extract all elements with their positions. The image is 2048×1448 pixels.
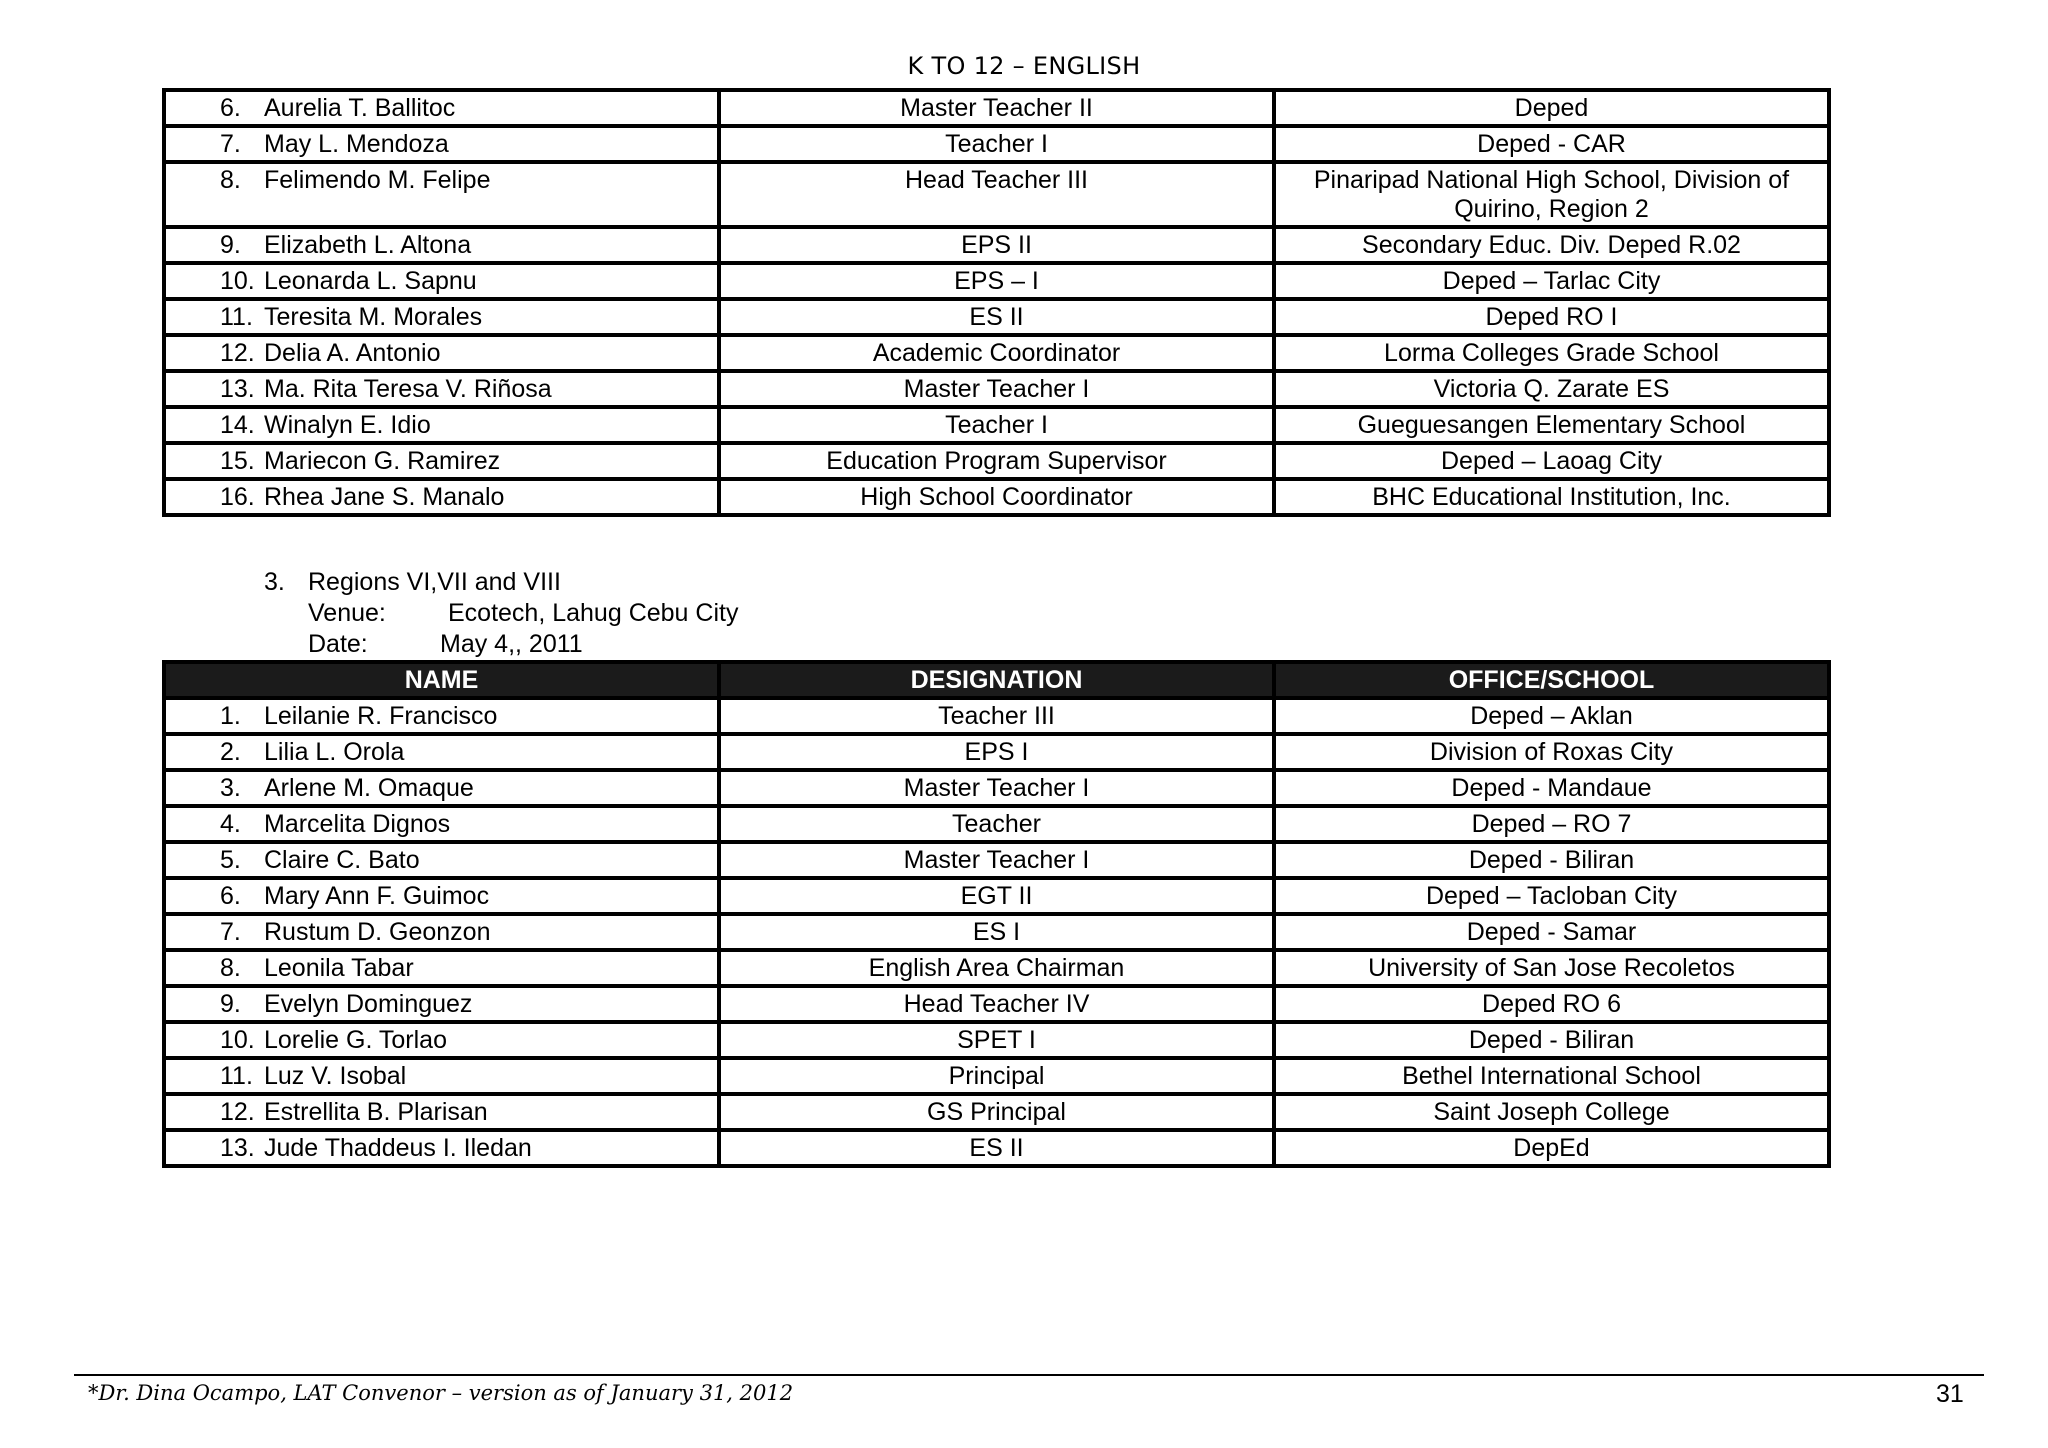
cell-name: [164, 90, 719, 126]
date-value: May 4,, 2011: [440, 630, 583, 658]
cell-designation: Teacher: [719, 806, 1274, 842]
cell-office: Deped RO 6: [1274, 986, 1829, 1022]
cell-name: [164, 770, 719, 806]
row-number: 5.: [220, 846, 241, 874]
cell-name: [164, 1058, 719, 1094]
cell-name: [164, 443, 719, 479]
cell-office: Deped - Biliran: [1274, 1022, 1829, 1058]
cell-designation: EGT II: [719, 878, 1274, 914]
cell-name: [164, 698, 719, 734]
cell-designation: GS Principal: [719, 1094, 1274, 1130]
cell-name: [164, 371, 719, 407]
cell-designation: High School Coordinator: [719, 479, 1274, 515]
table-row: [164, 806, 1829, 842]
table-row: [164, 770, 1829, 806]
cell-name: [164, 263, 719, 299]
cell-designation: Master Teacher I: [719, 770, 1274, 806]
table-row: [164, 950, 1829, 986]
row-number: 8.: [220, 166, 241, 194]
cell-office: Bethel International School: [1274, 1058, 1829, 1094]
table-row: [164, 1058, 1829, 1094]
cell-office: Pinaripad National High School, Division of Quirino, Region 2: [1274, 162, 1829, 227]
cell-name: [164, 986, 719, 1022]
cell-office: Division of Roxas City: [1274, 734, 1829, 770]
column-header-office: OFFICE/SCHOOL: [1274, 662, 1829, 698]
person-name: Jude Thaddeus I. Iledan: [264, 1134, 532, 1162]
table-row: [164, 734, 1829, 770]
row-number: 14.: [220, 411, 255, 439]
cell-designation: Master Teacher II: [719, 90, 1274, 126]
cell-name: [164, 407, 719, 443]
cell-office: Deped RO I: [1274, 299, 1829, 335]
person-name: Elizabeth L. Altona: [264, 231, 472, 259]
cell-designation: Academic Coordinator: [719, 335, 1274, 371]
column-header-name: NAME: [164, 662, 719, 698]
row-number: 2.: [220, 738, 241, 766]
table-row: [164, 299, 1829, 335]
cell-office: Deped - CAR: [1274, 126, 1829, 162]
row-number: 13.: [220, 1134, 255, 1162]
cell-designation: ES II: [719, 299, 1274, 335]
person-name: Lilia L. Orola: [264, 738, 405, 766]
person-name: Rhea Jane S. Manalo: [264, 483, 505, 511]
cell-designation: SPET I: [719, 1022, 1274, 1058]
cell-designation: Master Teacher I: [719, 371, 1274, 407]
person-name: Teresita M. Morales: [264, 303, 483, 331]
cell-office: Deped - Mandaue: [1274, 770, 1829, 806]
cell-name: [164, 878, 719, 914]
cell-office: Lorma Colleges Grade School: [1274, 335, 1829, 371]
table-row: [164, 443, 1829, 479]
table-row: [164, 878, 1829, 914]
page-number: 31: [1936, 1380, 1964, 1408]
person-name: Evelyn Dominguez: [264, 990, 473, 1018]
row-number: 3.: [220, 774, 241, 802]
person-name: Arlene M. Omaque: [264, 774, 474, 802]
person-name: Felimendo M. Felipe: [264, 166, 491, 194]
cell-name: [164, 1094, 719, 1130]
table-row: [164, 227, 1829, 263]
participants-table-body: [164, 698, 1829, 1166]
row-number: 10.: [220, 1026, 255, 1054]
cell-designation: Head Teacher III: [719, 162, 1274, 227]
cell-office: University of San Jose Recoletos: [1274, 950, 1829, 986]
cell-designation: English Area Chairman: [719, 950, 1274, 986]
table-row: [164, 90, 1829, 126]
cell-designation: Master Teacher I: [719, 842, 1274, 878]
row-number: 7.: [220, 130, 241, 158]
person-name: Leilanie R. Francisco: [264, 702, 498, 730]
person-name: Luz V. Isobal: [264, 1062, 407, 1090]
cell-office: Deped – Tacloban City: [1274, 878, 1829, 914]
person-name: Mariecon G. Ramirez: [264, 447, 501, 475]
row-number: 15.: [220, 447, 255, 475]
cell-office: Secondary Educ. Div. Deped R.02: [1274, 227, 1829, 263]
cell-name: [164, 227, 719, 263]
cell-office: Deped – Aklan: [1274, 698, 1829, 734]
row-number: 9.: [220, 231, 241, 259]
cell-designation: Principal: [719, 1058, 1274, 1094]
person-name: Rustum D. Geonzon: [264, 918, 491, 946]
table-row: [164, 986, 1829, 1022]
cell-designation: Head Teacher IV: [719, 986, 1274, 1022]
person-name: Leonila Tabar: [264, 954, 414, 982]
row-number: 6.: [220, 882, 241, 910]
cell-name: [164, 842, 719, 878]
date-label: Date:: [308, 630, 368, 658]
row-number: 13.: [220, 375, 255, 403]
cell-name: [164, 950, 719, 986]
cell-name: [164, 335, 719, 371]
table-row: [164, 371, 1829, 407]
table-row: [164, 1130, 1829, 1166]
cell-designation: Education Program Supervisor: [719, 443, 1274, 479]
row-number: 6.: [220, 94, 241, 122]
person-name: Aurelia T. Ballitoc: [264, 94, 456, 122]
row-number: 10.: [220, 267, 255, 295]
venue-label: Venue:: [308, 599, 386, 627]
cell-designation: EPS I: [719, 734, 1274, 770]
table-row: [164, 914, 1829, 950]
cell-designation: ES I: [719, 914, 1274, 950]
table-row: [164, 263, 1829, 299]
row-number: 11.: [220, 303, 253, 331]
row-number: 12.: [220, 339, 255, 367]
cell-name: [164, 734, 719, 770]
column-header-designation: DESIGNATION: [719, 662, 1274, 698]
row-number: 7.: [220, 918, 241, 946]
person-name: Delia A. Antonio: [264, 339, 441, 367]
cell-name: [164, 806, 719, 842]
cell-designation: EPS II: [719, 227, 1274, 263]
cell-name: [164, 1022, 719, 1058]
cell-office: Gueguesangen Elementary School: [1274, 407, 1829, 443]
cell-office: DepEd: [1274, 1130, 1829, 1166]
cell-office: Saint Joseph College: [1274, 1094, 1829, 1130]
table-row: [164, 162, 1829, 227]
venue-value: Ecotech, Lahug Cebu City: [448, 599, 739, 627]
table-row: [164, 126, 1829, 162]
participants-table-regions-1-2: [162, 88, 1831, 517]
participants-table-regions-6-7-8: [162, 660, 1831, 1168]
cell-name: [164, 1130, 719, 1166]
cell-designation: EPS – I: [719, 263, 1274, 299]
person-name: Mary Ann F. Guimoc: [264, 882, 490, 910]
cell-name: [164, 914, 719, 950]
row-number: 8.: [220, 954, 241, 982]
row-number: 11.: [220, 1062, 253, 1090]
cell-office: Deped: [1274, 90, 1829, 126]
cell-office: Deped - Samar: [1274, 914, 1829, 950]
cell-name: [164, 299, 719, 335]
cell-designation: Teacher III: [719, 698, 1274, 734]
table-row: [164, 407, 1829, 443]
row-number: 1.: [220, 702, 241, 730]
person-name: Ma. Rita Teresa V. Riñosa: [264, 375, 552, 403]
row-number: 9.: [220, 990, 241, 1018]
cell-designation: ES II: [719, 1130, 1274, 1166]
section-number: 3.: [264, 568, 285, 596]
section-title: Regions VI,VII and VIII: [308, 568, 561, 596]
cell-name: [164, 126, 719, 162]
cell-office: BHC Educational Institution, Inc.: [1274, 479, 1829, 515]
table-row: [164, 1022, 1829, 1058]
person-name: Leonarda L. Sapnu: [264, 267, 477, 295]
table-header-row: [164, 662, 1829, 698]
table-row: [164, 1094, 1829, 1130]
cell-office: Victoria Q. Zarate ES: [1274, 371, 1829, 407]
person-name: Claire C. Bato: [264, 846, 420, 874]
person-name: Winalyn E. Idio: [264, 411, 431, 439]
participants-table-body: [164, 90, 1829, 515]
section-regions-6-7-8: [264, 567, 738, 660]
cell-name: [164, 479, 719, 515]
person-name: Lorelie G. Torlao: [264, 1026, 447, 1054]
footer-note: *Dr. Dina Ocampo, LAT Convenor – version as of January 31, 2012: [88, 1381, 794, 1405]
person-name: May L. Mendoza: [264, 130, 449, 158]
row-number: 12.: [220, 1098, 255, 1126]
cell-office: Deped – Tarlac City: [1274, 263, 1829, 299]
table-row: [164, 479, 1829, 515]
cell-designation: Teacher I: [719, 407, 1274, 443]
cell-office: Deped – RO 7: [1274, 806, 1829, 842]
cell-office: Deped - Biliran: [1274, 842, 1829, 878]
table-row: [164, 335, 1829, 371]
table-row: [164, 698, 1829, 734]
person-name: Marcelita Dignos: [264, 810, 451, 838]
page-header-title: K TO 12 – ENGLISH: [907, 52, 1141, 80]
row-number: 4.: [220, 810, 241, 838]
person-name: Estrellita B. Plarisan: [264, 1098, 488, 1126]
cell-designation: Teacher I: [719, 126, 1274, 162]
cell-office: Deped – Laoag City: [1274, 443, 1829, 479]
table-row: [164, 842, 1829, 878]
footer-divider: [74, 1374, 1984, 1376]
cell-name: [164, 162, 719, 227]
row-number: 16.: [220, 483, 255, 511]
